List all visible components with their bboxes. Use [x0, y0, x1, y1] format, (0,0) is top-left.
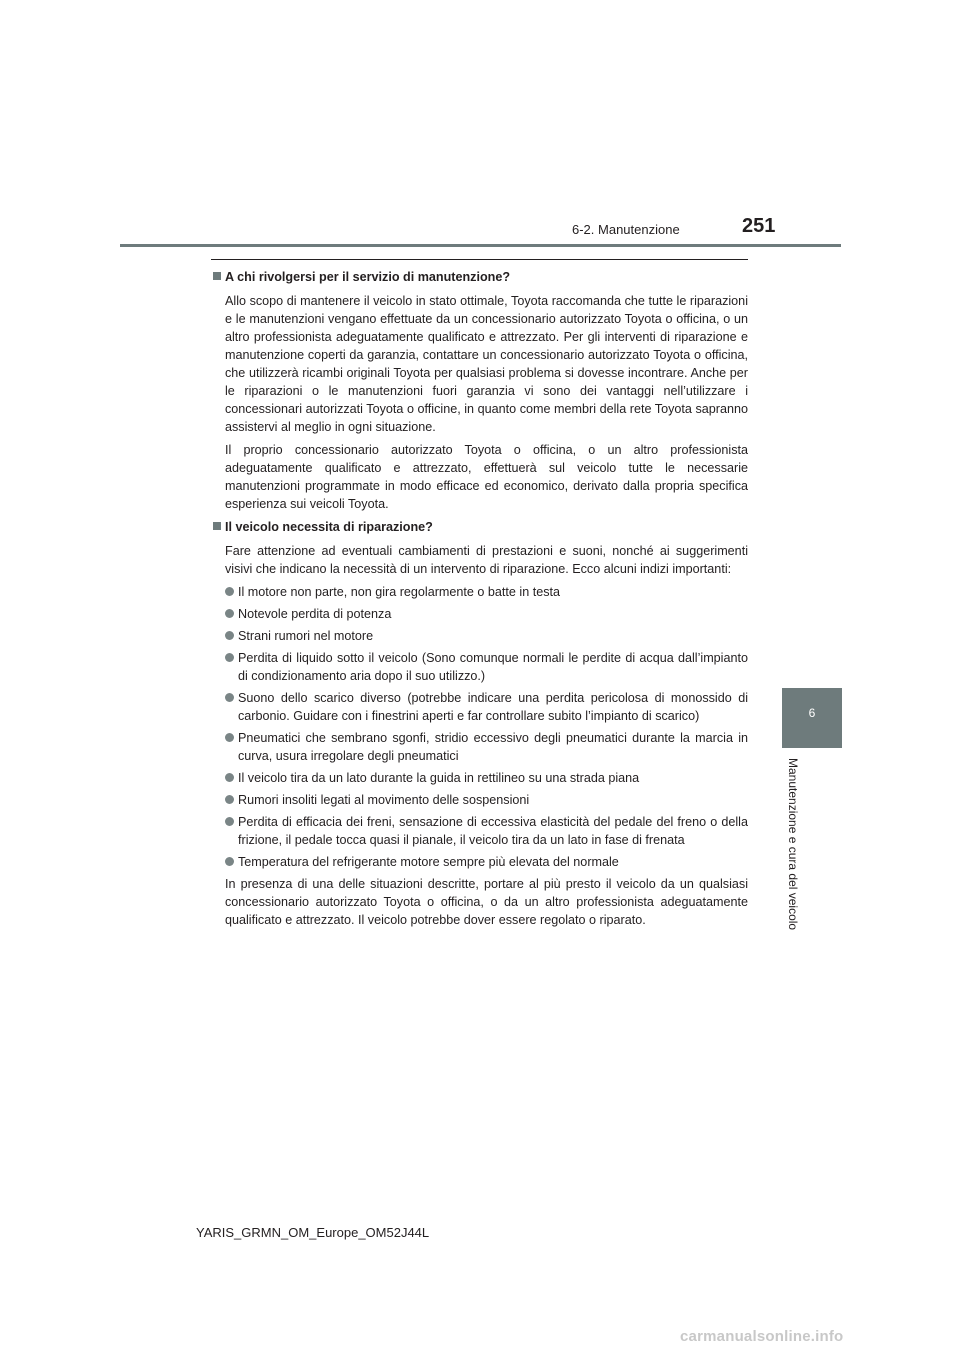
list-item-text: Perdita di liquido sotto il veicolo (Sono comunque normali le perdite di acqua dall’impianto di condizionamento aria dopo il suo utilizzo.)	[238, 651, 748, 683]
circle-bullet-icon	[225, 773, 234, 782]
list-item-text: Rumori insoliti legati al movimento delle sospensioni	[238, 793, 530, 807]
square-bullet-icon	[213, 272, 221, 280]
list-item	[225, 853, 748, 871]
list-item-text: Notevole perdita di potenza	[238, 607, 392, 621]
list-item	[225, 729, 748, 765]
list-item	[225, 627, 748, 645]
circle-bullet-icon	[225, 857, 234, 866]
list-item-text: Pneumatici che sembrano sgonfi, stridio eccessivo degli pneumatici durante la marcia in curva, usura irregolare degli pneumatici	[238, 731, 748, 763]
circle-bullet-icon	[225, 609, 234, 618]
section-heading	[211, 518, 748, 536]
chapter-title-vertical: Manutenzione e cura del veicolo	[786, 758, 800, 931]
list-item-text: Perdita di efficacia dei freni, sensazione di eccessiva elasticità del pedale del freno o della frizione, il pedale tocca quasi il pianale, il veicolo tira da un lato in fase di frenata	[238, 815, 748, 847]
chapter-tab	[782, 688, 842, 748]
list-item	[225, 791, 748, 809]
paragraph: Il proprio concessionario autorizzato Toyota o officina, o un altro professionista adeguatamente qualificato e attrezzato, effettuerà sul veicolo tutte le necessarie manutenzioni programmate in modo efficace ed economico, derivato dalla propria specifica esperienza sui veicoli Toyota.	[225, 443, 748, 511]
section-heading	[211, 268, 748, 286]
list-item-text: Il veicolo tira da un lato durante la guida in rettilineo su una strada piana	[238, 771, 640, 785]
list-item	[225, 583, 748, 601]
paragraph: Allo scopo di mantenere il veicolo in stato ottimale, Toyota raccomanda che tutte le riparazioni e le manutenzioni vengano effettuate da un concessionario autorizzato Toyota o officina, o un altro professionista adeguatamente qualificato e attrezzato. Per gli interventi di riparazione e manutenzione coperti da garanzia, contattare un concessionario autorizzato Toyota o officina, che utilizzerà ricambi originali Toyota per qualsiasi problema si dovesse incontrare. Anche per le riparazioni o le manutenzioni fuori garanzia vi sono dei vantaggi nell’utilizzare i concessionari autorizzati Toyota o officine, in quanto come membri della rete Toyota sapranno assistervi al meglio in ogni situazione.	[225, 294, 748, 434]
square-bullet-icon	[213, 522, 221, 530]
circle-bullet-icon	[225, 693, 234, 702]
circle-bullet-icon	[225, 587, 234, 596]
list-item-text: Strani rumori nel motore	[238, 629, 374, 643]
chapter-number: 6	[808, 706, 816, 720]
section-heading-text: Il veicolo necessita di riparazione?	[225, 520, 433, 534]
circle-bullet-icon	[225, 817, 234, 826]
list-item	[225, 769, 748, 787]
circle-bullet-icon	[225, 733, 234, 742]
list-item	[225, 649, 748, 685]
page-number: 251	[742, 215, 776, 237]
main-content	[211, 268, 748, 934]
section-heading-text: A chi rivolgersi per il servizio di manutenzione?	[225, 270, 511, 284]
document-code: YARIS_GRMN_OM_Europe_OM52J44L	[196, 1225, 430, 1240]
section-title-header: 6-2. Manutenzione	[572, 222, 680, 237]
circle-bullet-icon	[225, 653, 234, 662]
watermark: carmanualsonline.info	[680, 1328, 844, 1345]
list-item	[225, 605, 748, 623]
list-item-text: Il motore non parte, non gira regolarmente o batte in testa	[238, 585, 561, 599]
circle-bullet-icon	[225, 795, 234, 804]
list-item-text: Suono dello scarico diverso (potrebbe indicare una perdita pericolosa di monossido di carbonio. Guidare con i finestrini aperti e far controllare subito l’impianto di scarico)	[238, 691, 748, 723]
circle-bullet-icon	[225, 631, 234, 640]
list-item-text: Temperatura del refrigerante motore sempre più elevata del normale	[238, 855, 619, 869]
list-item	[225, 813, 748, 849]
content-divider	[211, 259, 748, 260]
header-divider	[120, 244, 841, 247]
paragraph: In presenza di una delle situazioni descritte, portare al più presto il veicolo da un qualsiasi concessionario autorizzato Toyota o officina, o da un altro professionista adeguatamente qualificato e attrezzato. Il veicolo potrebbe dover essere regolato o riparato.	[225, 877, 748, 927]
list-item	[225, 689, 748, 725]
paragraph: Fare attenzione ad eventuali cambiamenti di prestazioni e suoni, nonché ai suggerimenti visivi che indicano la necessità di un intervento di riparazione. Ecco alcuni indizi importanti:	[225, 544, 748, 576]
